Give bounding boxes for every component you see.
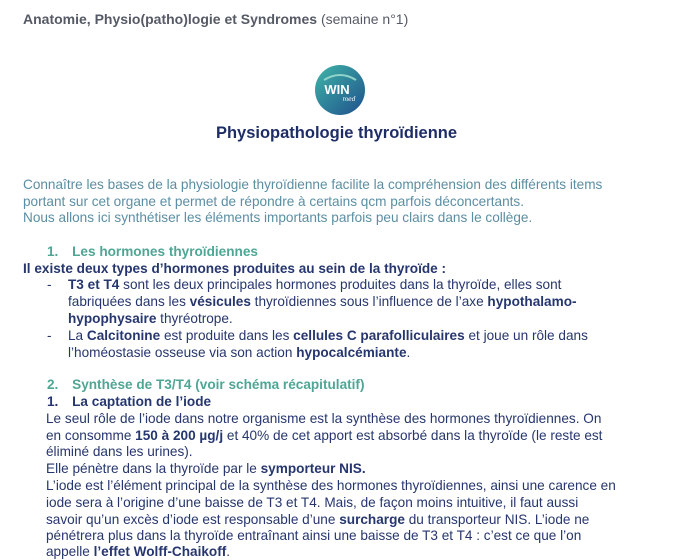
bullet-1-line-2: fabriquées dans les vésicules thyroïdiennes sous l’influence de l’axe hypothalamo- bbox=[68, 294, 577, 309]
paragraph-line-3: éliminé dans les urines). bbox=[46, 444, 193, 459]
bullet-2-line-2: l’homéostasie osseuse via son action hypocalcémiante. bbox=[68, 345, 411, 360]
paragraph-line-7: savoir qu’un excès d’iode est responsable d’une surcharge du transporteur NIS. L’iode ne bbox=[46, 512, 590, 527]
bullet-2-line-1: La Calcitonine est produite dans les cellules C parafolliculaires et joue un rôle dans bbox=[68, 328, 588, 343]
logo-sub: med bbox=[342, 96, 356, 103]
paragraph-line-9: appelle l’effet Wolff-Chaikoff. bbox=[46, 544, 231, 559]
bullet-dash: - bbox=[47, 277, 52, 292]
paragraph-line-8: pénétrera plus dans la thyroïde entraînant ainsi une baisse de T3 et T4 : c’est ce que l’on bbox=[46, 528, 582, 543]
header-title: Anatomie, Physio(patho)logie et Syndromes bbox=[23, 11, 318, 27]
bullet-1-line-1: T3 et T4 sont les deux principales hormones produites dans la thyroïde, elles sont bbox=[68, 277, 562, 292]
section-1-heading bbox=[47, 244, 258, 259]
page-title: Physiopathologie thyroïdienne bbox=[215, 124, 458, 142]
intro-line: Nous allons ici synthétiser les éléments importants parfois peu clairs dans le collège. bbox=[23, 210, 533, 225]
logo-text: WIN bbox=[324, 82, 350, 97]
subsection-heading bbox=[47, 394, 211, 409]
paragraph-line-1: Le seul rôle de l’iode dans notre organisme est la synthèse des hormones thyroïdiennes. On bbox=[46, 411, 602, 426]
intro-paragraph bbox=[23, 177, 663, 227]
header-week: (semaine n°1) bbox=[320, 11, 409, 27]
bullet-1-line-3: hypophysaire thyréotrope. bbox=[68, 311, 233, 326]
subsection-title: La captation de l’iode bbox=[72, 394, 212, 409]
bullet-dash: - bbox=[47, 328, 52, 343]
document-header bbox=[23, 11, 408, 27]
section-2-title: Synthèse de T3/T4 (voir schéma récapitulatif) bbox=[72, 377, 365, 392]
win-med-logo bbox=[314, 64, 366, 116]
paragraph-line-5: L’iode est l’élément principal de la synthèse des hormones thyroïdiennes, ainsi une carence en bbox=[46, 478, 616, 493]
section-1-title: Les hormones thyroïdiennes bbox=[72, 244, 258, 259]
intro-line: Connaître les bases de la physiologie thyroïdienne facilite la compréhension des différents items bbox=[23, 177, 603, 192]
paragraph-line-2: en consomme 150 à 200 µg/j et 40% de cet apport est absorbé dans la thyroïde (le reste est bbox=[46, 428, 603, 443]
section-2-number: 2. bbox=[47, 377, 59, 392]
section-2-heading bbox=[47, 377, 364, 392]
paragraph-line-4: Elle pénètre dans la thyroïde par le symporteur NIS. bbox=[46, 461, 366, 476]
paragraph-line-6: iode sera à l’origine d’une baisse de T3 et T4. Mais, de façon moins intuitive, il faut aussi bbox=[46, 495, 579, 510]
section-1-number: 1. bbox=[47, 244, 59, 259]
intro-line: portant sur cet organe et permet de répondre à certains qcm parfois déconcertants. bbox=[23, 193, 524, 209]
section-1-lead: Il existe deux types d’hormones produites au sein de la thyroïde : bbox=[23, 261, 447, 276]
subsection-number: 1. bbox=[47, 394, 59, 409]
